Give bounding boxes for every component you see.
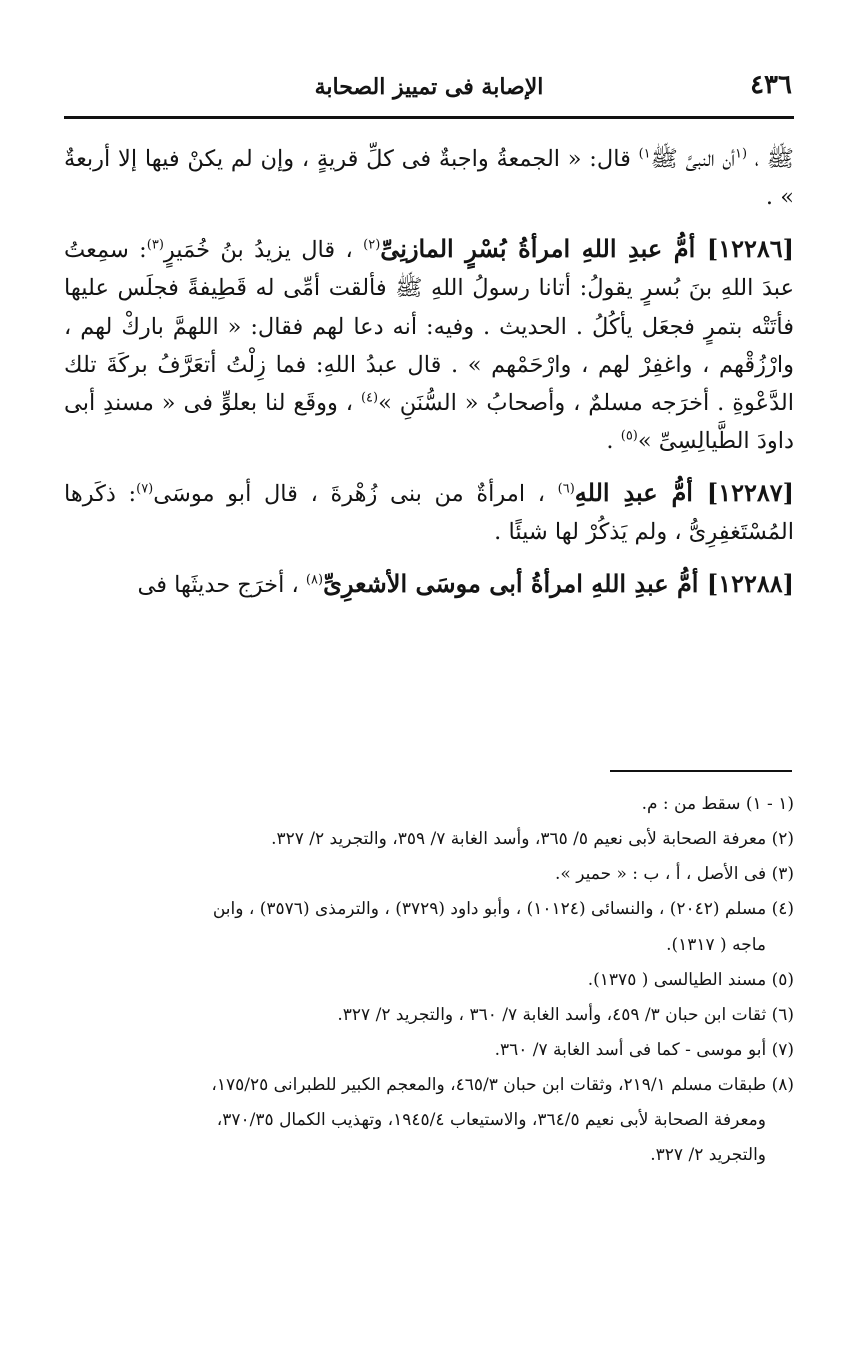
text-run: : ذكَرها المُسْتَغفِرِىُّ ، ولم يَذكُرْ لها شيئًا . <box>64 480 794 546</box>
footnote-marker: ١) <box>638 146 651 162</box>
page-header <box>66 70 792 112</box>
text-run: أن النبىَّ ﷺ <box>650 146 735 172</box>
footnote-continuation: والتجريد ٢/ ٣٢٧. <box>650 1145 766 1166</box>
text-run: ، ووقَع لنا بعلوٍّ فى « مسندِ أبى داودَ الطَّيالِسِىِّ » <box>64 390 794 455</box>
entry-12288 <box>64 564 794 605</box>
entry-heading: [١٢٢٨٧] أمُّ عبدِ اللهِ <box>574 477 794 507</box>
footnote: (٨) طبقات مسلم ٢١٩/١، وثقات ابن حبان ٤٦٥/٣، والمعجم الكبير للطبرانى ١٧٥/٢٥، <box>211 1075 794 1096</box>
text-run: قال: « الجمعةُ واجبةٌ فى كلِّ قريةٍ ، وإن لم يكنْ فيها إلا أربعةٌ » . <box>64 146 794 211</box>
footnote-continuation: ومعرفة الصحابة لأبى نعيم ٣٦٤/٥، والاستيعاب ١٩٤٥/٤، وتهذيب الكمال ٣٧٠/٣٥، <box>216 1110 766 1131</box>
footnote-marker: (٥) <box>620 428 638 444</box>
running-title: الإصابة فى تمييز الصحابة <box>314 74 544 100</box>
footnote: (٤) مسلم (٢٠٤٢) ، والنسائى (١٠١٢٤) ، وأبو داود (٣٧٢٩) ، والترمذى (٣٥٧٦) ، وابن <box>212 899 794 920</box>
text-run: ﷺ ، <box>747 146 794 172</box>
footnote: (٢) معرفة الصحابة لأبى نعيم ٥/ ٣٦٥، وأسد الغابة ٧/ ٣٥٩، والتجريد ٢/ ٣٢٧. <box>271 829 794 850</box>
footnote-marker: (١ <box>734 146 748 162</box>
entry-12287 <box>64 473 794 552</box>
text-run: ، امرأةٌ من بنى زُهْرةَ ، قال أبو موسَى <box>153 480 558 507</box>
entry-12286 <box>64 229 794 461</box>
footnote-marker: (٦) <box>557 481 575 497</box>
footnote-marker: (٤) <box>360 390 379 406</box>
footnote: (٦) ثقات ابن حبان ٣/ ٤٥٩، وأسد الغابة ٧/ ٣٦٠ ، والتجريد ٢/ ٣٢٧. <box>337 1004 794 1025</box>
footnote: (٥) مسند الطيالسى ( ١٣٧٥). <box>587 969 794 990</box>
footnote: (١ - ١) سقط من : م. <box>641 794 794 814</box>
header-rule <box>64 116 794 119</box>
text-run: ، قال يزيدُ بنُ خُمَيرٍ <box>163 236 364 263</box>
text-run: ، أخرَج حديثَها فى <box>137 571 306 598</box>
text-run: : سمِعتُ عبدَ اللهِ بنَ بُسرٍ يقولُ: أتانا رسولُ اللهِ ﷺ فألقت أمِّى له قَطِيفةً فجلَس عليها فأتَتْه بتمرٍ فجعَل يأكُلُ . الحديث . وفيه: أنه دعا لهم فقال: « اللهمَّ باركْ لهم ، وارْزُقْهم ، واغفِرْ لهم ، وارْحَمْهم » . قال عبدُ اللهِ: فما زِلْتُ أتعَرَّفُ بركَةَ تلك الدَّعْوةِ . أخرَجه مسلمٌ ، وأصحابُ « السُّنَنِ » <box>64 236 794 417</box>
footnote-marker: (٣) <box>146 237 164 252</box>
footnote: (٧) أبو موسى - كما فى أسد الغابة ٧/ ٣٦٠. <box>494 1039 794 1060</box>
footnotes <box>64 788 794 1175</box>
paragraph-continuation <box>64 140 794 217</box>
entry-heading: [١٢٢٨٨] أمُّ عبدِ اللهِ امرأةُ أبى موسَى الأشعرِىِّ <box>323 568 794 598</box>
footnote-marker: (٨) <box>305 572 324 588</box>
footnote-continuation: ماجه ( ١٣١٧). <box>666 934 766 955</box>
footnote-marker: (٢) <box>363 237 381 252</box>
page-number: ٤٣٦ <box>750 70 792 100</box>
entry-heading: [١٢٢٨٦] أمُّ عبدِ اللهِ امرأةُ بُسْرٍ المازنِىِّ <box>380 233 795 263</box>
footnote-marker: (٧) <box>136 481 154 497</box>
footnote-separator <box>610 770 792 772</box>
text-run: . <box>606 428 621 455</box>
main-text <box>64 140 794 616</box>
footnote: (٣) فى الأصل ، أ ، ب : « حمير ». <box>555 864 794 885</box>
